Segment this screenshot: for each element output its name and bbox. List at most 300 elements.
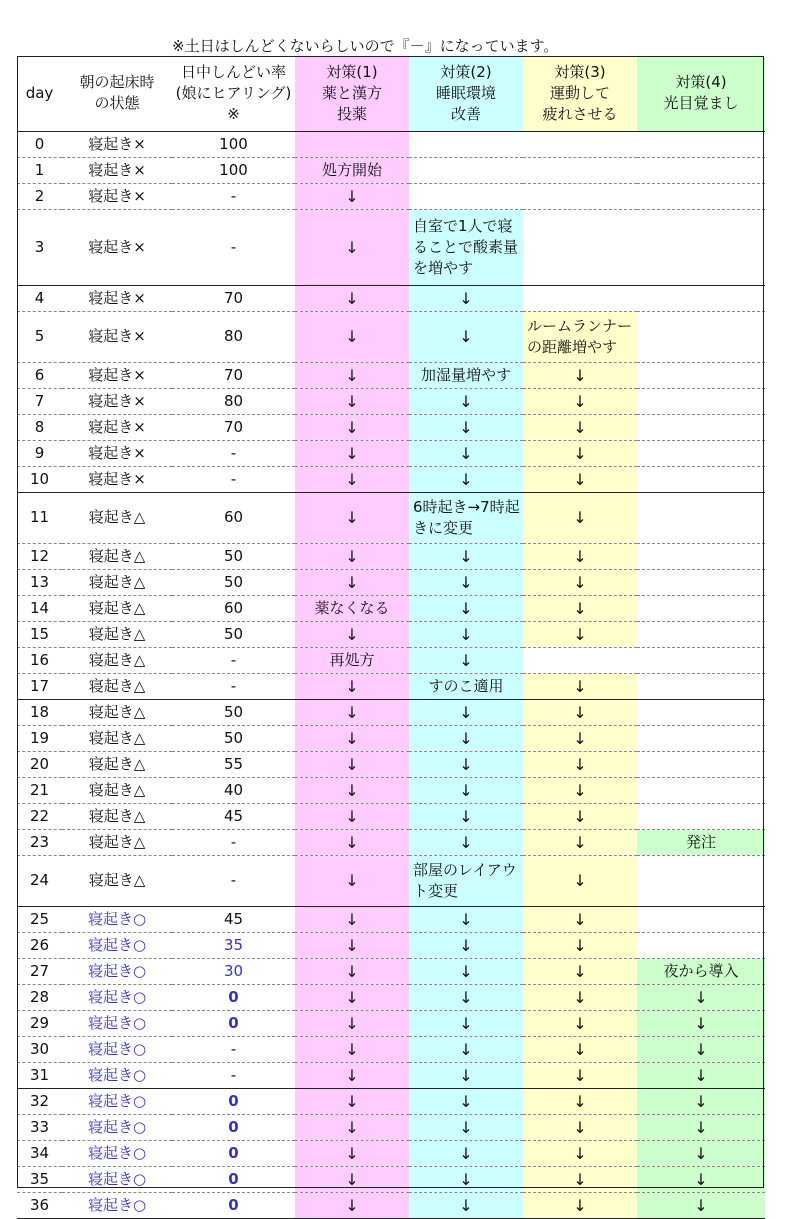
measure-1-cell: ↓ <box>295 1062 409 1088</box>
measure-1-cell: ↓ <box>295 1114 409 1140</box>
header-measure-1 <box>295 56 409 131</box>
measure-2-cell: ↓ <box>409 699 523 725</box>
table-row <box>17 440 765 466</box>
state-cell: 寝起き△ <box>62 855 172 906</box>
measure-2-cell: ↓ <box>409 285 523 311</box>
measure-2-cell: ↓ <box>409 958 523 984</box>
measure-4-cell: ↓ <box>637 1010 765 1036</box>
table-row <box>17 699 765 725</box>
measure-4-cell <box>637 466 765 492</box>
measure-3-cell: ↓ <box>523 803 637 829</box>
day-cell: 30 <box>17 1036 62 1062</box>
day-cell: 1 <box>17 157 62 183</box>
measure-3-cell: ↓ <box>523 569 637 595</box>
day-cell: 32 <box>17 1088 62 1114</box>
table-row <box>17 466 765 492</box>
header-m2-line: 対策(2) <box>440 62 492 81</box>
header-rate-line: 日中しんどい率 <box>180 62 286 81</box>
measure-2-cell: ↓ <box>409 440 523 466</box>
measure-1-cell: ↓ <box>295 829 409 855</box>
table-row <box>17 647 765 673</box>
day-cell: 23 <box>17 829 62 855</box>
measure-1-cell: ↓ <box>295 440 409 466</box>
measure-1-cell: ↓ <box>295 673 409 699</box>
header-m4-line: 光目覚まし <box>663 94 739 113</box>
table-row <box>17 285 765 311</box>
day-cell: 33 <box>17 1114 62 1140</box>
measure-3-cell: ↓ <box>523 414 637 440</box>
measure-1-cell: ↓ <box>295 1140 409 1166</box>
day-cell: 26 <box>17 932 62 958</box>
measure-1-cell: ↓ <box>295 1192 409 1218</box>
measure-4-cell: ↓ <box>637 984 765 1010</box>
header-day: day <box>17 56 62 131</box>
measure-1-cell: ↓ <box>295 751 409 777</box>
table-row <box>17 1166 765 1192</box>
table-row <box>17 183 765 209</box>
measure-4-cell <box>637 803 765 829</box>
rate-cell: 70 <box>172 414 295 440</box>
measure-2-cell: ↓ <box>409 932 523 958</box>
rate-cell: 50 <box>172 699 295 725</box>
measure-1-cell: ↓ <box>295 569 409 595</box>
measure-1-cell: ↓ <box>295 1088 409 1114</box>
header-m4-line: 対策(4) <box>675 73 727 92</box>
measure-4-cell <box>637 595 765 621</box>
measure-2-cell: ↓ <box>409 1166 523 1192</box>
measure-3-cell: ↓ <box>523 595 637 621</box>
measure-3-cell: ↓ <box>523 388 637 414</box>
measure-1-cell: ↓ <box>295 466 409 492</box>
measure-3-cell: ↓ <box>523 1140 637 1166</box>
measure-4-cell <box>637 492 765 543</box>
table-row <box>17 932 765 958</box>
measure-3-cell: ↓ <box>523 932 637 958</box>
measure-4-cell <box>637 777 765 803</box>
measure-2-cell: ↓ <box>409 777 523 803</box>
measure-2-cell: ↓ <box>409 647 523 673</box>
rate-cell: 100 <box>172 131 295 157</box>
header-measure-2 <box>409 56 523 131</box>
table-row <box>17 751 765 777</box>
rate-cell: - <box>172 1036 295 1062</box>
header-morning-state-line: の状態 <box>94 94 140 113</box>
measure-4-cell <box>637 647 765 673</box>
rate-cell: 0 <box>172 1140 295 1166</box>
day-cell: 4 <box>17 285 62 311</box>
measure-2-cell: ↓ <box>409 1192 523 1218</box>
measure-4-cell <box>637 621 765 647</box>
measure-2-cell: ↓ <box>409 803 523 829</box>
measure-3-cell: ↓ <box>523 751 637 777</box>
header-morning-state-line: 朝の起床時 <box>79 73 155 92</box>
measure-1-cell: ↓ <box>295 803 409 829</box>
header-m3-line: 疲れさせる <box>542 104 618 123</box>
measure-1-cell: ↓ <box>295 984 409 1010</box>
measure-4-cell <box>637 157 765 183</box>
measure-4-cell: ↓ <box>637 1036 765 1062</box>
measure-3-cell: ↓ <box>523 621 637 647</box>
day-cell: 0 <box>17 131 62 157</box>
measure-4-cell <box>637 183 765 209</box>
measure-2-cell <box>409 131 523 157</box>
state-cell: 寝起き× <box>62 209 172 285</box>
state-cell: 寝起き× <box>62 414 172 440</box>
measure-2-cell: ↓ <box>409 1062 523 1088</box>
measure-4-cell <box>637 673 765 699</box>
measure-3-cell: ↓ <box>523 466 637 492</box>
day-cell: 14 <box>17 595 62 621</box>
rate-cell: - <box>172 440 295 466</box>
measure-4-cell <box>637 725 765 751</box>
rate-cell: 35 <box>172 932 295 958</box>
rate-cell: 50 <box>172 621 295 647</box>
measure-3-cell <box>523 183 637 209</box>
state-cell: 寝起き× <box>62 183 172 209</box>
measure-2-cell: ↓ <box>409 725 523 751</box>
measure-1-cell: ↓ <box>295 932 409 958</box>
day-cell: 34 <box>17 1140 62 1166</box>
rate-cell: 60 <box>172 492 295 543</box>
rate-cell: 40 <box>172 777 295 803</box>
measure-3-cell: ↓ <box>523 543 637 569</box>
table-row <box>17 1010 765 1036</box>
table-body <box>17 131 765 1218</box>
day-cell: 31 <box>17 1062 62 1088</box>
measure-4-cell: 夜から導入 <box>637 958 765 984</box>
measure-2-cell: ↓ <box>409 751 523 777</box>
day-cell: 10 <box>17 466 62 492</box>
table-row <box>17 673 765 699</box>
measure-1-cell: ↓ <box>295 209 409 285</box>
header-m1-line: 薬と漢方 <box>321 83 382 102</box>
measure-4-cell: ↓ <box>637 1166 765 1192</box>
state-cell: 寝起き○ <box>62 1010 172 1036</box>
measure-4-cell <box>637 209 765 285</box>
measure-4-cell: ↓ <box>637 1140 765 1166</box>
measure-1-cell: ↓ <box>295 699 409 725</box>
measure-4-cell <box>637 414 765 440</box>
measure-2-cell <box>409 157 523 183</box>
measure-4-cell <box>637 932 765 958</box>
rate-cell: 60 <box>172 595 295 621</box>
measure-4-cell <box>637 440 765 466</box>
table-row <box>17 209 765 285</box>
table-row <box>17 803 765 829</box>
rate-cell: - <box>172 673 295 699</box>
table-row <box>17 906 765 932</box>
table-row <box>17 1192 765 1218</box>
rate-cell: - <box>172 466 295 492</box>
measure-3-cell: ↓ <box>523 855 637 906</box>
measure-1-cell: ↓ <box>295 906 409 932</box>
measure-2-cell: ↓ <box>409 311 523 362</box>
table-row <box>17 725 765 751</box>
day-cell: 15 <box>17 621 62 647</box>
measure-3-cell <box>523 209 637 285</box>
measure-3-cell: ルームランナーの距離増やす <box>523 311 637 362</box>
state-cell: 寝起き× <box>62 157 172 183</box>
rate-cell: 0 <box>172 1166 295 1192</box>
measure-4-cell: ↓ <box>637 1062 765 1088</box>
measure-2-cell: ↓ <box>409 621 523 647</box>
header-rate-line: (娘にヒアリング) <box>175 83 292 102</box>
header-rate-line: ※ <box>227 104 240 123</box>
measure-1-cell: ↓ <box>295 492 409 543</box>
header-m2-line: 睡眠環境 <box>435 83 496 102</box>
measure-1-cell: ↓ <box>295 414 409 440</box>
table-row <box>17 1140 765 1166</box>
rate-cell: 50 <box>172 543 295 569</box>
measure-4-cell <box>637 699 765 725</box>
state-cell: 寝起き△ <box>62 829 172 855</box>
header-m1-line: 対策(1) <box>326 62 378 81</box>
rate-cell: 55 <box>172 751 295 777</box>
rate-cell: 100 <box>172 157 295 183</box>
measure-1-cell: 処方開始 <box>295 157 409 183</box>
table-row <box>17 414 765 440</box>
rate-cell: 0 <box>172 1114 295 1140</box>
day-cell: 20 <box>17 751 62 777</box>
measure-1-cell: ↓ <box>295 1010 409 1036</box>
measure-1-cell: ↓ <box>295 855 409 906</box>
measure-1-cell: ↓ <box>295 543 409 569</box>
day-cell: 3 <box>17 209 62 285</box>
measure-4-cell <box>637 362 765 388</box>
table-row <box>17 1114 765 1140</box>
table-row <box>17 311 765 362</box>
state-cell: 寝起き○ <box>62 1166 172 1192</box>
rate-cell: 80 <box>172 311 295 362</box>
day-cell: 36 <box>17 1192 62 1218</box>
measure-1-cell: ↓ <box>295 621 409 647</box>
measure-3-cell: ↓ <box>523 440 637 466</box>
table-row <box>17 492 765 543</box>
state-cell: 寝起き△ <box>62 621 172 647</box>
rate-cell: 0 <box>172 1010 295 1036</box>
rate-cell: 80 <box>172 388 295 414</box>
sleep-improvement-table <box>17 56 765 1219</box>
measure-4-cell <box>637 906 765 932</box>
table-row <box>17 1088 765 1114</box>
table-row <box>17 362 765 388</box>
measure-3-cell <box>523 285 637 311</box>
state-cell: 寝起き△ <box>62 492 172 543</box>
day-cell: 25 <box>17 906 62 932</box>
day-cell: 9 <box>17 440 62 466</box>
measure-3-cell: ↓ <box>523 958 637 984</box>
measure-1-cell: ↓ <box>295 777 409 803</box>
measure-1-cell: ↓ <box>295 1036 409 1062</box>
table-row <box>17 777 765 803</box>
measure-4-cell: ↓ <box>637 1114 765 1140</box>
measure-2-cell: 自室で1人で寝ることで酸素量を増やす <box>409 209 523 285</box>
rate-cell: 50 <box>172 725 295 751</box>
table-row <box>17 621 765 647</box>
rate-cell: - <box>172 829 295 855</box>
day-cell: 7 <box>17 388 62 414</box>
measure-1-cell: ↓ <box>295 725 409 751</box>
measure-2-cell <box>409 183 523 209</box>
rate-cell: - <box>172 183 295 209</box>
day-cell: 16 <box>17 647 62 673</box>
rate-cell: 50 <box>172 569 295 595</box>
state-cell: 寝起き○ <box>62 1062 172 1088</box>
measure-3-cell: ↓ <box>523 1036 637 1062</box>
measure-4-cell <box>637 543 765 569</box>
measure-1-cell <box>295 131 409 157</box>
day-cell: 35 <box>17 1166 62 1192</box>
state-cell: 寝起き× <box>62 311 172 362</box>
state-cell: 寝起き× <box>62 440 172 466</box>
rate-cell: 0 <box>172 1192 295 1218</box>
measure-3-cell: ↓ <box>523 1062 637 1088</box>
day-cell: 19 <box>17 725 62 751</box>
table-row <box>17 1062 765 1088</box>
state-cell: 寝起き△ <box>62 751 172 777</box>
day-cell: 24 <box>17 855 62 906</box>
measure-3-cell: ↓ <box>523 777 637 803</box>
rate-cell: 45 <box>172 906 295 932</box>
measure-4-cell: ↓ <box>637 1088 765 1114</box>
table-row <box>17 569 765 595</box>
rate-cell: - <box>172 209 295 285</box>
table-row <box>17 131 765 157</box>
measure-1-cell: 再処方 <box>295 647 409 673</box>
day-cell: 21 <box>17 777 62 803</box>
day-cell: 27 <box>17 958 62 984</box>
header-measure-3 <box>523 56 637 131</box>
measure-2-cell: 6時起き→7時起きに変更 <box>409 492 523 543</box>
measure-1-cell: ↓ <box>295 285 409 311</box>
header-daytime-rate <box>172 56 295 131</box>
state-cell: 寝起き○ <box>62 1036 172 1062</box>
measure-4-cell <box>637 311 765 362</box>
measure-4-cell <box>637 388 765 414</box>
state-cell: 寝起き× <box>62 131 172 157</box>
measure-2-cell: ↓ <box>409 388 523 414</box>
measure-3-cell: ↓ <box>523 906 637 932</box>
rate-cell: - <box>172 647 295 673</box>
table-row <box>17 1036 765 1062</box>
state-cell: 寝起き△ <box>62 673 172 699</box>
state-cell: 寝起き○ <box>62 958 172 984</box>
table-row <box>17 855 765 906</box>
table-row <box>17 958 765 984</box>
measure-4-cell: ↓ <box>637 1192 765 1218</box>
state-cell: 寝起き△ <box>62 803 172 829</box>
measure-1-cell: 薬なくなる <box>295 595 409 621</box>
rate-cell: - <box>172 1062 295 1088</box>
measure-3-cell: ↓ <box>523 362 637 388</box>
state-cell: 寝起き× <box>62 362 172 388</box>
measure-4-cell: 発注 <box>637 829 765 855</box>
state-cell: 寝起き△ <box>62 699 172 725</box>
measure-1-cell: ↓ <box>295 183 409 209</box>
table-row <box>17 984 765 1010</box>
state-cell: 寝起き△ <box>62 647 172 673</box>
day-cell: 28 <box>17 984 62 1010</box>
measure-3-cell: ↓ <box>523 984 637 1010</box>
measure-3-cell: ↓ <box>523 492 637 543</box>
state-cell: 寝起き△ <box>62 569 172 595</box>
measure-4-cell <box>637 285 765 311</box>
measure-3-cell <box>523 647 637 673</box>
header-m1-line: 投薬 <box>336 104 367 123</box>
measure-2-cell: ↓ <box>409 595 523 621</box>
measure-3-cell: ↓ <box>523 1010 637 1036</box>
measure-3-cell: ↓ <box>523 673 637 699</box>
measure-3-cell <box>523 157 637 183</box>
table-row <box>17 388 765 414</box>
measure-2-cell: ↓ <box>409 1114 523 1140</box>
table-row <box>17 157 765 183</box>
measure-2-cell: ↓ <box>409 569 523 595</box>
rate-cell: 0 <box>172 1088 295 1114</box>
measure-3-cell: ↓ <box>523 1088 637 1114</box>
state-cell: 寝起き○ <box>62 1088 172 1114</box>
measure-1-cell: ↓ <box>295 311 409 362</box>
table-row <box>17 595 765 621</box>
measure-3-cell: ↓ <box>523 1192 637 1218</box>
measure-2-cell: すのこ適用 <box>409 673 523 699</box>
state-cell: 寝起き△ <box>62 725 172 751</box>
header-m3-line: 運動して <box>549 83 610 102</box>
measure-3-cell: ↓ <box>523 725 637 751</box>
measure-2-cell: ↓ <box>409 1088 523 1114</box>
header-m3-line: 対策(3) <box>554 62 606 81</box>
state-cell: 寝起き○ <box>62 1114 172 1140</box>
day-cell: 17 <box>17 673 62 699</box>
header-measure-4 <box>637 56 765 131</box>
measure-2-cell: ↓ <box>409 829 523 855</box>
day-cell: 29 <box>17 1010 62 1036</box>
header-morning-state <box>62 56 172 131</box>
measure-1-cell: ↓ <box>295 362 409 388</box>
day-cell: 12 <box>17 543 62 569</box>
measure-2-cell: 部屋のレイアウト変更 <box>409 855 523 906</box>
measure-2-cell: ↓ <box>409 906 523 932</box>
state-cell: 寝起き○ <box>62 1192 172 1218</box>
measure-1-cell: ↓ <box>295 958 409 984</box>
measure-3-cell: ↓ <box>523 829 637 855</box>
measure-2-cell: ↓ <box>409 984 523 1010</box>
measure-2-cell: ↓ <box>409 466 523 492</box>
measure-2-cell: ↓ <box>409 414 523 440</box>
measure-3-cell: ↓ <box>523 699 637 725</box>
measure-4-cell <box>637 569 765 595</box>
measure-4-cell <box>637 131 765 157</box>
day-cell: 8 <box>17 414 62 440</box>
measure-3-cell: ↓ <box>523 1166 637 1192</box>
rate-cell: 70 <box>172 362 295 388</box>
day-cell: 18 <box>17 699 62 725</box>
rate-cell: 45 <box>172 803 295 829</box>
day-cell: 11 <box>17 492 62 543</box>
day-cell: 6 <box>17 362 62 388</box>
measure-2-cell: ↓ <box>409 1036 523 1062</box>
measure-2-cell: 加湿量増やす <box>409 362 523 388</box>
state-cell: 寝起き△ <box>62 595 172 621</box>
rate-cell: - <box>172 855 295 906</box>
measure-3-cell <box>523 131 637 157</box>
rate-cell: 0 <box>172 984 295 1010</box>
day-cell: 2 <box>17 183 62 209</box>
state-cell: 寝起き× <box>62 388 172 414</box>
rate-cell: 30 <box>172 958 295 984</box>
weekend-note: ※土日はしんどくないらしいので『－』になっています。 <box>172 37 559 55</box>
state-cell: 寝起き○ <box>62 984 172 1010</box>
